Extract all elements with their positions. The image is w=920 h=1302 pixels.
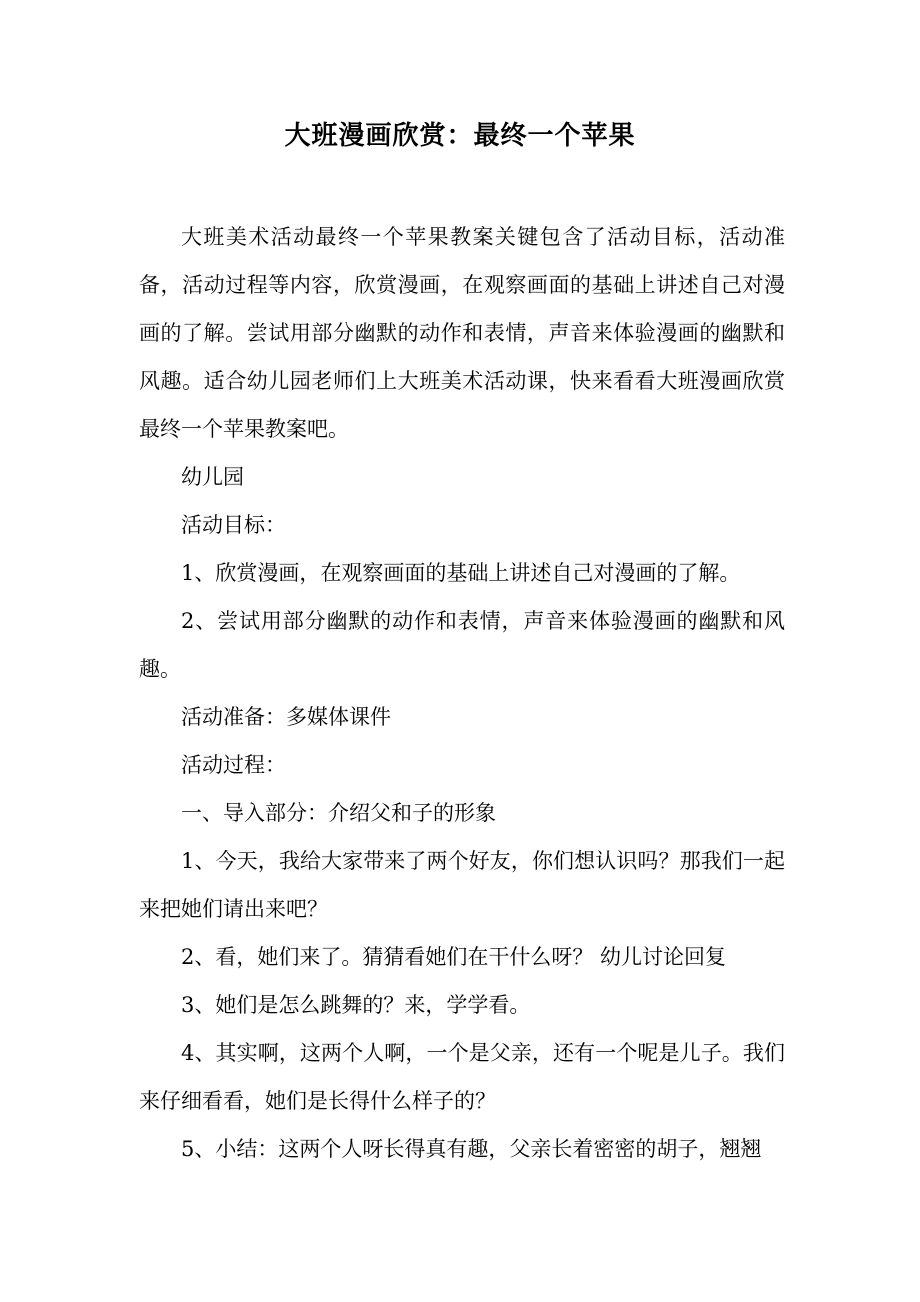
paragraph-goal-1: 1、欣赏漫画，在观察画面的基础上讲述自己对漫画的了解。: [181, 561, 741, 585]
paragraph-step-4: 4、其实啊，这两个人啊，一个是父亲，还有一个呢是儿子。我们来仔细看看，她们是长得什么样子的？: [139, 1041, 785, 1113]
heading-process: 活动过程：: [181, 753, 286, 777]
paragraph-step-2: 2、看，她们来了。猜猜看她们在干什么呀？ 幼儿讨论回复: [181, 945, 727, 969]
heading-part-1: 一、导入部分：介绍父和子的形象: [181, 801, 496, 825]
paragraph-step-5: 5、小结：这两个人呀长得真有趣，父亲长着密密的胡子，翘翘: [181, 1137, 762, 1161]
heading-goals: 活动目标：: [181, 513, 286, 537]
paragraph-intro: 大班美术活动最终一个苹果教案关键包含了活动目标，活动准备，活动过程等内容，欣赏漫画，在观察画面的基础上讲述自己对漫画的了解。尝试用部分幽默的动作和表情，声音来体验漫画的幽默和风趣。适合幼儿园老师们上大班美术活动课，快来看看大班漫画欣赏最终一个苹果教案吧。: [139, 225, 785, 441]
paragraph-step-1: 1、今天，我给大家带来了两个好友，你们想认识吗？那我们一起来把她们请出来吧？: [139, 849, 785, 921]
paragraph-preparation: 活动准备：多媒体课件: [181, 705, 391, 729]
paragraph-goal-2: 2、尝试用部分幽默的动作和表情，声音来体验漫画的幽默和风趣。: [139, 609, 785, 681]
document-title: 大班漫画欣赏：最终一个苹果: [284, 121, 636, 151]
document-body: [139, 213, 785, 1173]
paragraph-step-3: 3、她们是怎么跳舞的？来，学学看。: [181, 993, 531, 1017]
paragraph-category: 幼儿园: [181, 465, 244, 489]
